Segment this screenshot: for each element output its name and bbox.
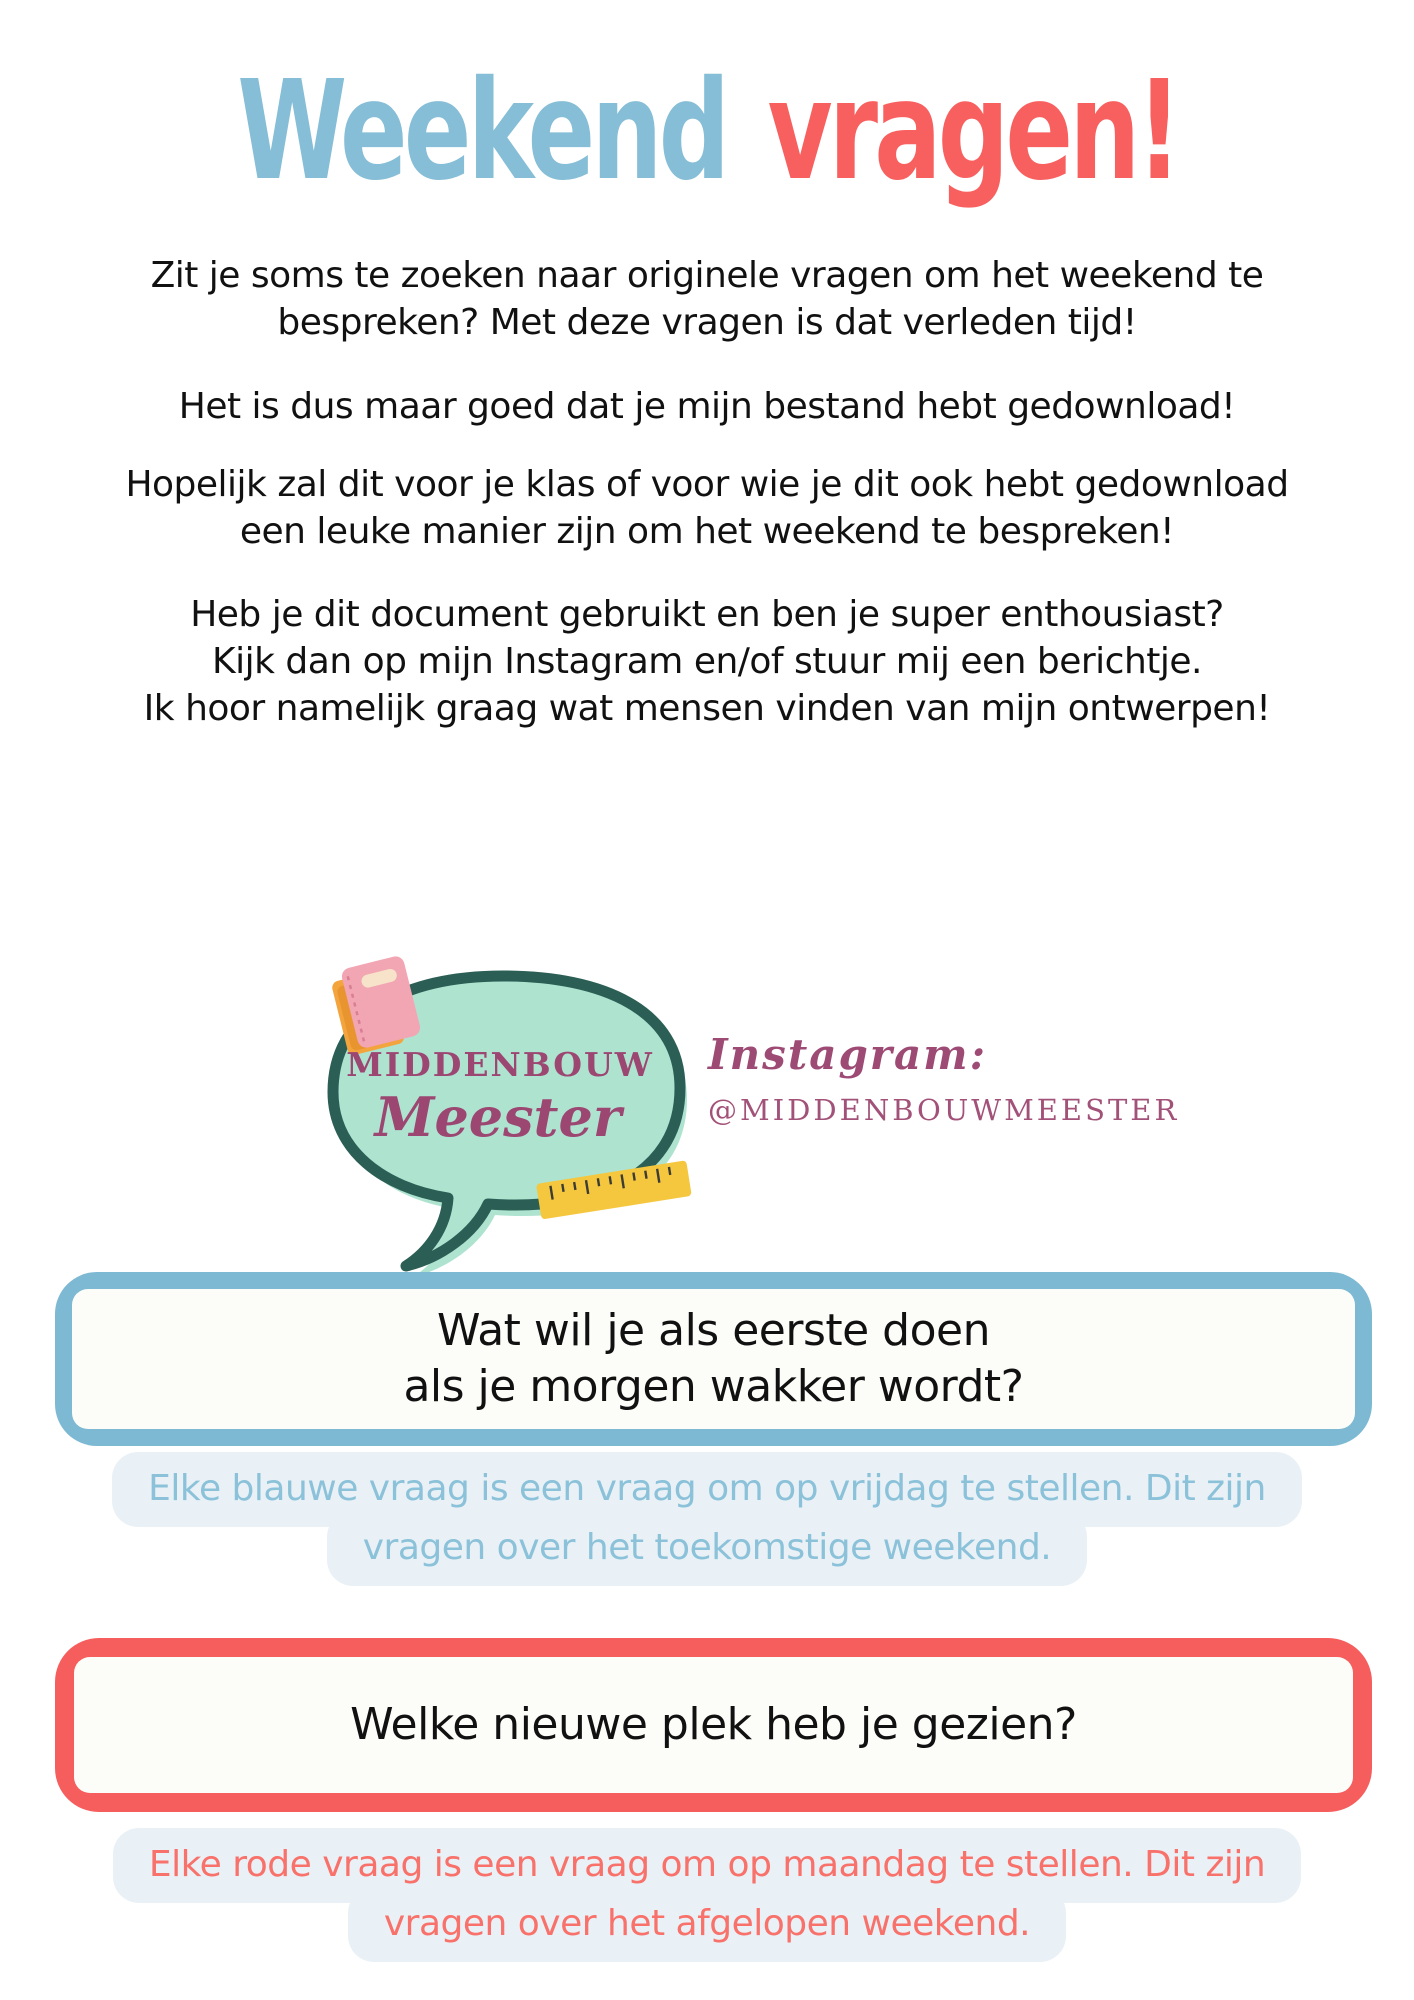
blue-note-line-2: vragen over het toekomstige weekend. bbox=[327, 1511, 1088, 1586]
blue-note-line-1: Elke blauwe vraag is een vraag om op vrijdag te stellen. Dit zijn bbox=[112, 1452, 1302, 1527]
red-question-line-1: Welke nieuwe plek heb je gezien? bbox=[350, 1699, 1077, 1750]
intro-paragraph-4-line-2: Kijk dan op mijn Instagram en/of stuur mij een berichtje. bbox=[212, 641, 1202, 682]
blue-question-text bbox=[72, 1289, 1355, 1429]
intro-paragraph-1-line-2: bespreken? Met deze vragen is dat verleden tijd! bbox=[277, 302, 1137, 343]
intro-paragraph-3 bbox=[0, 461, 1414, 555]
instagram-handle: @MIDDENBOUWMEESTER bbox=[708, 1093, 1180, 1127]
blue-question-line-1: Wat wil je als eerste doen bbox=[437, 1305, 990, 1356]
intro-paragraph-2-line-1: Het is dus maar goed dat je mijn bestand hebt gedownload! bbox=[178, 386, 1236, 427]
blue-note bbox=[0, 1452, 1414, 1586]
middenbouw-meester-logo bbox=[288, 952, 718, 1272]
title-word-weekend: Weekend bbox=[237, 50, 727, 212]
red-note-line-2: vragen over het afgelopen weekend. bbox=[348, 1887, 1066, 1962]
instagram-block bbox=[708, 1030, 1179, 1127]
intro-paragraph-1-line-1: Zit je soms te zoeken naar originele vragen om het weekend te bbox=[150, 255, 1264, 296]
intro-paragraph-4-line-1: Heb je dit document gebruikt en ben je super enthousiast? bbox=[190, 594, 1224, 635]
red-note bbox=[0, 1828, 1414, 1962]
red-note-line-1: Elke rode vraag is een vraag om op maandag te stellen. Dit zijn bbox=[113, 1828, 1301, 1903]
intro-paragraph-3-line-1: Hopelijk zal dit voor je klas of voor wie je dit ook hebt gedownload bbox=[125, 464, 1289, 505]
red-question-text bbox=[74, 1657, 1353, 1793]
intro-paragraph-3-line-2: een leuke manier zijn om het weekend te bespreken! bbox=[239, 511, 1175, 552]
page-title bbox=[0, 50, 1414, 212]
title-word-vragen: vragen! bbox=[767, 50, 1179, 212]
intro-paragraph-4 bbox=[0, 591, 1414, 732]
intro-paragraph-2 bbox=[0, 383, 1414, 430]
logo-text-meester: Meester bbox=[374, 1085, 622, 1149]
intro-paragraph-4-line-3: Ik hoor namelijk graag wat mensen vinden van mijn ontwerpen! bbox=[143, 688, 1271, 729]
red-question-box bbox=[55, 1638, 1372, 1812]
speech-bubble-icon bbox=[288, 952, 718, 1272]
blue-question-box bbox=[55, 1272, 1372, 1446]
logo-text-middenbouw: MIDDENBOUW bbox=[346, 1045, 654, 1084]
instagram-label: Instagram: bbox=[708, 1030, 988, 1079]
intro-paragraph-1 bbox=[0, 252, 1414, 346]
logo-row bbox=[0, 952, 1414, 1272]
blue-question-line-2: als je morgen wakker wordt? bbox=[403, 1361, 1024, 1412]
